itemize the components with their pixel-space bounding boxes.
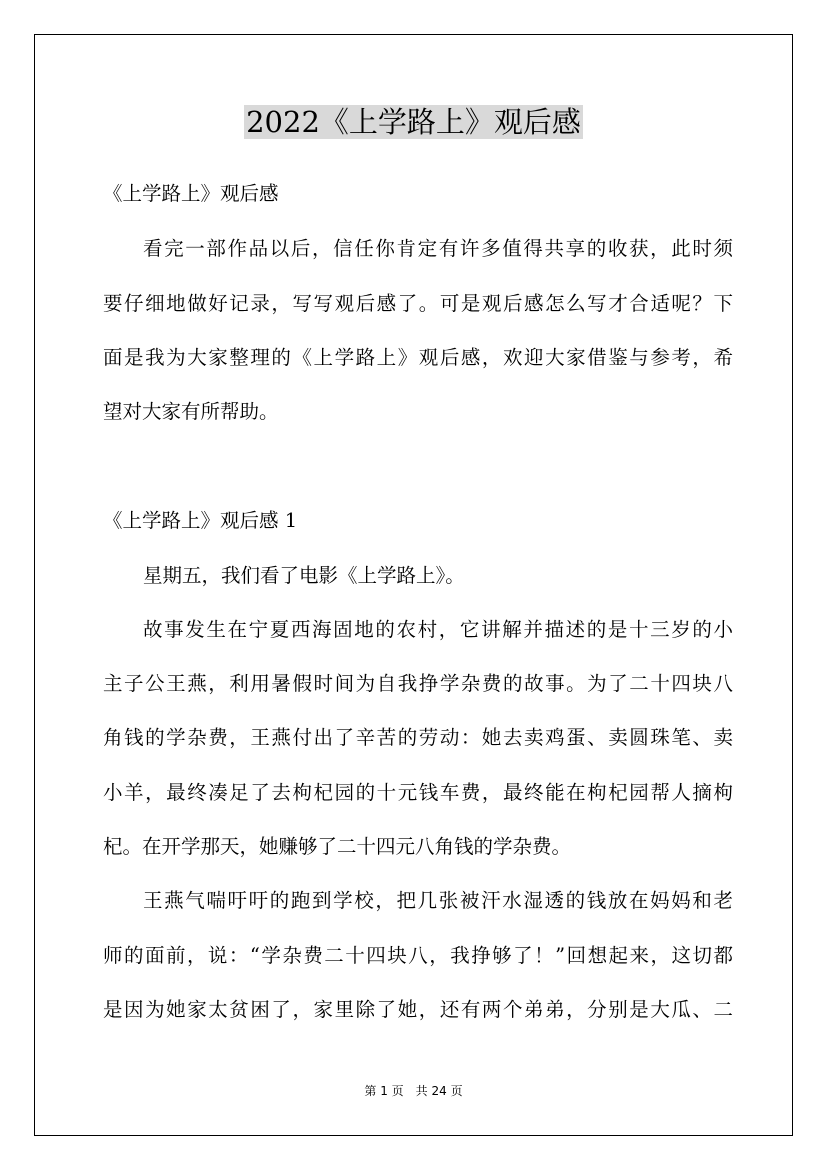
paragraph-line: 小羊，最终凑足了去枸杞园的十元钱车费，最终能在枸杞园帮人摘枸 — [103, 781, 733, 804]
page-footer: 第 1 页 共 24 页 — [364, 1084, 463, 1098]
document-title-text: 2022《上学路上》观后感 — [246, 105, 581, 139]
paragraph-line: 主子公王燕，利用暑假时间为自我挣学杂费的故事。为了二十四块八 — [103, 672, 733, 695]
intro-line: 要仔细地做好记录，写写观后感了。可是观后感怎么写才合适呢？下 — [103, 292, 733, 315]
document-title — [0, 100, 827, 144]
paragraph-line: 是因为她家太贫困了，家里除了她，还有两个弟弟，分别是大瓜、二 — [103, 998, 733, 1021]
paragraph-line: 角钱的学杂费，王燕付出了辛苦的劳动：她去卖鸡蛋、卖圆珠笔、卖 — [103, 726, 733, 749]
intro-line: 面是我为大家整理的《上学路上》观后感，欢迎大家借鉴与参考，希 — [103, 346, 733, 369]
section-heading: 《上学路上》观后感 1 — [103, 509, 298, 532]
paragraph-line: 杞。在开学那天，她赚够了二十四元八角钱的学杂费。 — [103, 835, 572, 858]
paragraph-line: 故事发生在宁夏西海固地的农村，它讲解并描述的是十三岁的小 — [143, 618, 733, 641]
paragraph-line: 星期五，我们看了电影《上学路上》。 — [143, 564, 465, 587]
paragraph-line: 王燕气喘吁吁的跑到学校，把几张被汗水湿透的钱放在妈妈和老 — [143, 889, 733, 912]
section-heading: 《上学路上》观后感 — [103, 182, 279, 205]
intro-line: 看完一部作品以后，信任你肯定有许多值得共享的收获，此时须 — [143, 237, 733, 260]
intro-line: 望对大家有所帮助。 — [103, 400, 279, 423]
paragraph-line: 师的面前，说：“学杂费二十四块八，我挣够了！”回想起来，这切都 — [103, 944, 733, 967]
